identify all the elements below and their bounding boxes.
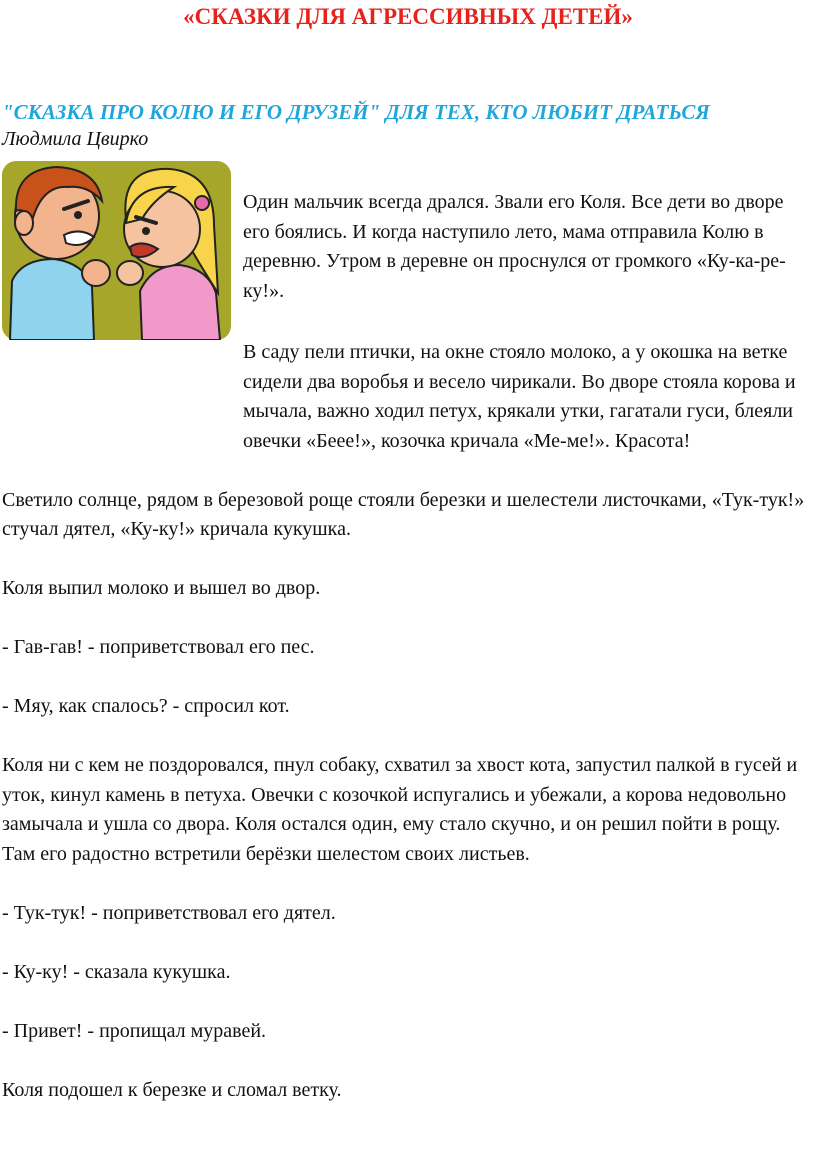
paragraph: Коля выпил молоко и вышел во двор. [2,577,321,599]
paragraph: - Мяу, как спалось? - спросил кот. [2,695,290,717]
story-title: "СКАЗКА ПРО КОЛЮ И ЕГО ДРУЗЕЙ" ДЛЯ ТЕХ, КТО ЛЮБИТ ДРАТЬСЯ [2,100,710,124]
boy-fist [82,260,110,286]
paragraph: - Тук-тук! - поприветствовал его дятел. [2,901,336,924]
boy-ear [15,211,33,235]
fighting-children-illustration [2,161,231,340]
page-title: «СКАЗКИ ДЛЯ АГРЕССИВНЫХ ДЕТЕЙ» [183,4,633,29]
paragraph: - Гав-гав! - поприветствовал его пес. [2,636,315,658]
girl-fist [117,261,143,285]
paragraph: Коля подошел к березке и сломал ветку. [2,1078,342,1101]
paragraph: - Ку-ку! - сказала кукушка. [2,960,231,983]
story-intro: Один мальчик всегда дрался. Звали его Коля. Все дети во дворе его боялись. И когда наступило лето, мама отправила Колю в деревню. Утром в деревне он проснулся от громкого «Ку-ка-ре-ку!». [243,191,786,302]
story-body [2,338,814,1135]
story-author: Людмила Цвирко [2,128,149,150]
paragraph: В саду пели птички, на окне стояло молоко, а у окошка на ветке сидели два воробья и весело чирикали. Во дворе стояла корова и мычала, важно ходил петух, крякали утки, гагатали гуси, блеяли овечки «Беее!», козочка кричала «Ме-ме!». Красота! [243,341,796,452]
girl-hair-bow [195,196,209,210]
paragraph: Коля ни с кем не поздоровался, пнул собаку, схватил за хвост кота, запустил палкой в гусей и уток, кинул камень в петуха. Овечки с козочкой испугались и убежали, а корова недовольно замычала и ушла со двора. Коля остался один, ему стало скучно, и он решил пойти в рощу. Там его радостно встретили берёзки шелестом своих листьев. [2,754,798,865]
paragraph: Светило солнце, рядом в березовой роще стояли березки и шелестели листочками, «Тук-тук!» стучал дятел, «Ку-ку!» кричала кукушка. [2,488,805,540]
paragraph: - Привет! - пропищал муравей. [2,1019,267,1042]
